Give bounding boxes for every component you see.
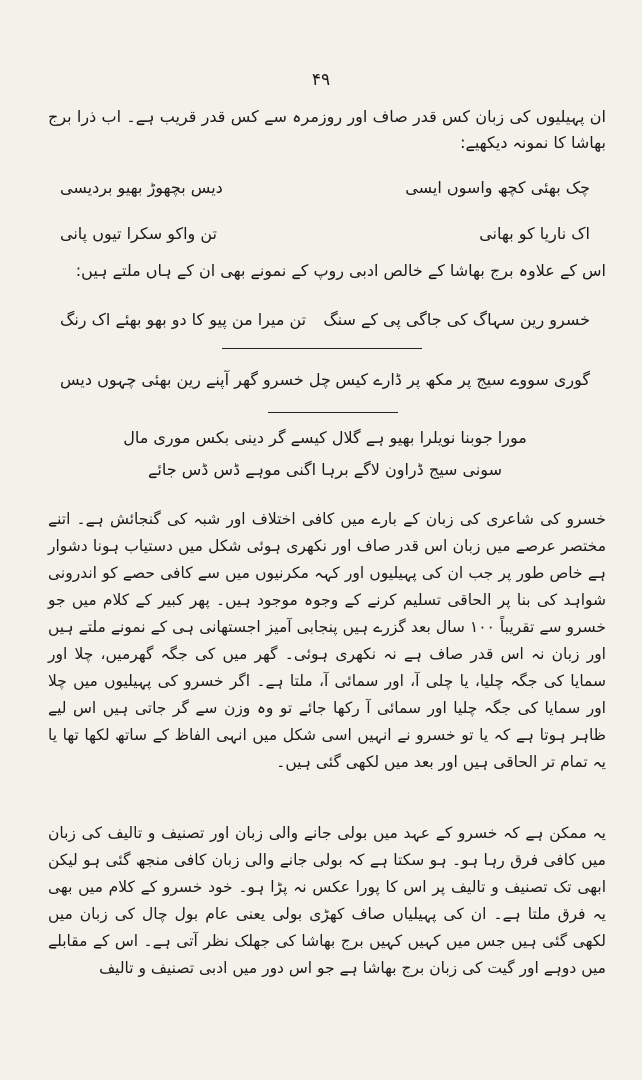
lead-paragraph-2: اس کے علاوہ برج بھاشا کے خالص ادبی روپ کے نمونے بھی ان کے ہاں ملتے ہیں: xyxy=(75,261,606,280)
couplet-2-left: تن میرا من پیو کا دو بھو بھئے اک رنگ xyxy=(60,309,307,329)
section-divider xyxy=(222,348,422,349)
section-divider xyxy=(268,412,398,413)
paragraph-2: یہ ممکن ہے کہ خسرو کے عہد میں بولی جانے والی زبان اور تصنیف و تالیف کی زبان میں کافی فرق رہا ہو۔ ہو سکتا ہے کہ بولی جانے والی زبان کافی منجھ گئی ہو لیکن ابھی تک تصنیف و تالیف پر اس کا پورا عکس نہ پڑا ہو۔ خود خسرو کے کلام میں بھی یہ فرق ملتا ہے۔ ان کی پہیلیاں صاف کھڑی بولی یعنی عام بول چال کی زبان میں لکھی گئی ہیں جس میں کہیں کہیں برج بھاشا کی جھلک نظر آتی ہے۔ اس کے مقابلے میں دوہے اور گیت کی زبان برج بھاشا ہے جو اس دور میں ادبی تصنیف و تالیف xyxy=(48,824,606,977)
page-number: ۴۹ xyxy=(311,70,331,90)
couplet-3-left: چل خسرو گھر آپنے رین بھئی چہوں دیس xyxy=(60,369,331,389)
intro-paragraph: ان پہیلیوں کی زبان کس قدر صاف اور روزمرہ سے کس قدر قریب ہے۔ اب ذرا برج بھاشا کا نمونہ دیکھیے: xyxy=(48,107,606,152)
couplet-1-line-1 xyxy=(60,172,590,202)
couplet-3-right: گوری سووے سیج پر مکھ پر ڈارے کیس xyxy=(335,369,590,389)
couplet-1-line-1-right: چک بھئی کچھ واسوں ایسی xyxy=(405,177,590,197)
couplet-4-line-1: مورا جوبنا نویلرا بھیو ہے گلال کیسے گر دینی بکس موری مال xyxy=(123,428,527,447)
couplet-1-line-1-left: دیس بچھوڑ بھیو بردیسی xyxy=(60,177,223,197)
couplet-3 xyxy=(60,364,590,394)
couplet-4-line-2: سونی سیج ڈراون لاگے برہا اگنی موہے ڈس ڈس جائے xyxy=(148,460,502,479)
couplet-1-line-2 xyxy=(60,218,590,248)
couplet-2 xyxy=(60,304,590,334)
couplet-1-line-2-right: اک ناریا کو بھانی xyxy=(479,223,590,243)
paragraph-1: خسرو کی شاعری کی زبان کے بارے میں کافی اختلاف اور شبہ کی گنجائش ہے۔ اتنے مختصر عرصے میں زبان اس قدر صاف اور نکھری ہوئی شکل میں دستیاب ہونا دشوار ہے خاص طور پر جب ان کی پہیلیوں اور کہہ مکرنیوں میں سے کافی حصے کو اندرونی شواہد کی بنا پر الحاقی تسلیم کرنے کے وجوہ موجود ہیں۔ پھر کبیر کے کلام میں جو خسرو سے تقریباً ۱۰۰ سال بعد گزرے ہیں پنجابی آمیز اجستھانی ہی کے نمونے ملتے ہیں اور زبان نہ اس قدر صاف ہے نہ نکھری ہوئی۔ گھر میں کی جگہ گھرمیں، چلا اور سمایا کی جگہ چلیا، یا چلی آ، اور سمائی آ، ملتا ہے۔ اگر خسرو کی پہیلیوں میں چلا اور سمایا کی جگہ چلیا اور سمائی آ رکھا جائے تو وہ وزن سے گر جاتی ہیں اس لیے ظاہر ہوتا ہے کہ یا تو خسرو نے انہیں اسی شکل میں انہی الفاظ کے ساتھ لکھا تھا یا یہ تمام تر الحاقی ہیں اور بعد میں لکھی گئی ہیں۔ xyxy=(48,510,606,771)
couplet-1-line-2-left: تن واکو سکرا تیوں پانی xyxy=(60,223,217,243)
couplet-2-right: خسرو رین سہاگ کی جاگی پی کے سنگ xyxy=(323,309,590,329)
